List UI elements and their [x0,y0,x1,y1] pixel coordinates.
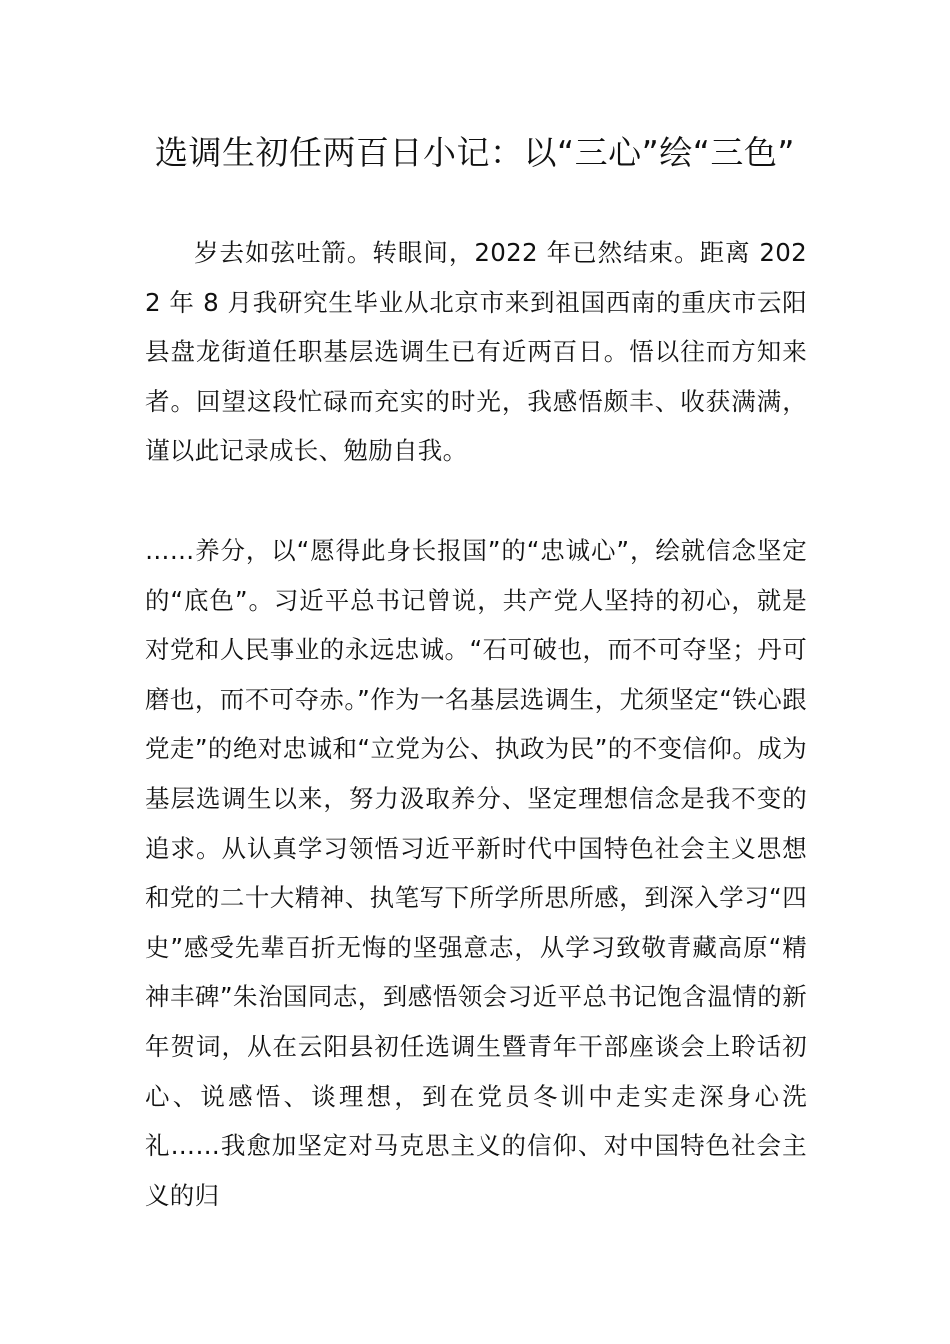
document-title: 选调生初任两百日小记：以“三心”绘“三色” [155,133,795,172]
intro-paragraph: 岁去如弦吐箭。转眼间，2022 年已然结束。距离 2022 年 8 月我研究生毕业从北京市来到祖国西南的重庆市云阳县盘龙街道任职基层选调生已有近两百日。悟以往而方知来者。回望这段忙碌而充实的时光，我感悟颇丰、收获满满，谨以此记录成长、勉励自我。 [145,238,807,466]
body-paragraph: ……养分，以“愿得此身长报国”的“忠诚心”，绘就信念坚定的“底色”。习近平总书记曾说，共产党人坚持的初心，就是对党和人民事业的永远忠诚。“石可破也，而不可夺坚；丹可磨也，而不可夺赤。”作为一名基层选调生，尤须坚定“铁心跟党走”的绝对忠诚和“立党为公、执政为民”的不变信仰。成为基层选调生以来，努力汲取养分、坚定理想信念是我不变的追求。从认真学习领悟习近平新时代中国特色社会主义思想和党的二十大精神、执笔写下所学所思所感，到深入学习“四史”感受先辈百折无悔的坚强意志，从学习致敬青藏高原“精神丰碑”朱治国同志，到感悟领会习近平总书记饱含温情的新年贺词，从在云阳县初任选调生暨青年干部座谈会上聆话初心、说感悟、谈理想，到在党员冬训中走实走深身心洗礼……我愈加坚定对马克思主义的信仰、对中国特色社会主义的归 [145,536,807,1210]
